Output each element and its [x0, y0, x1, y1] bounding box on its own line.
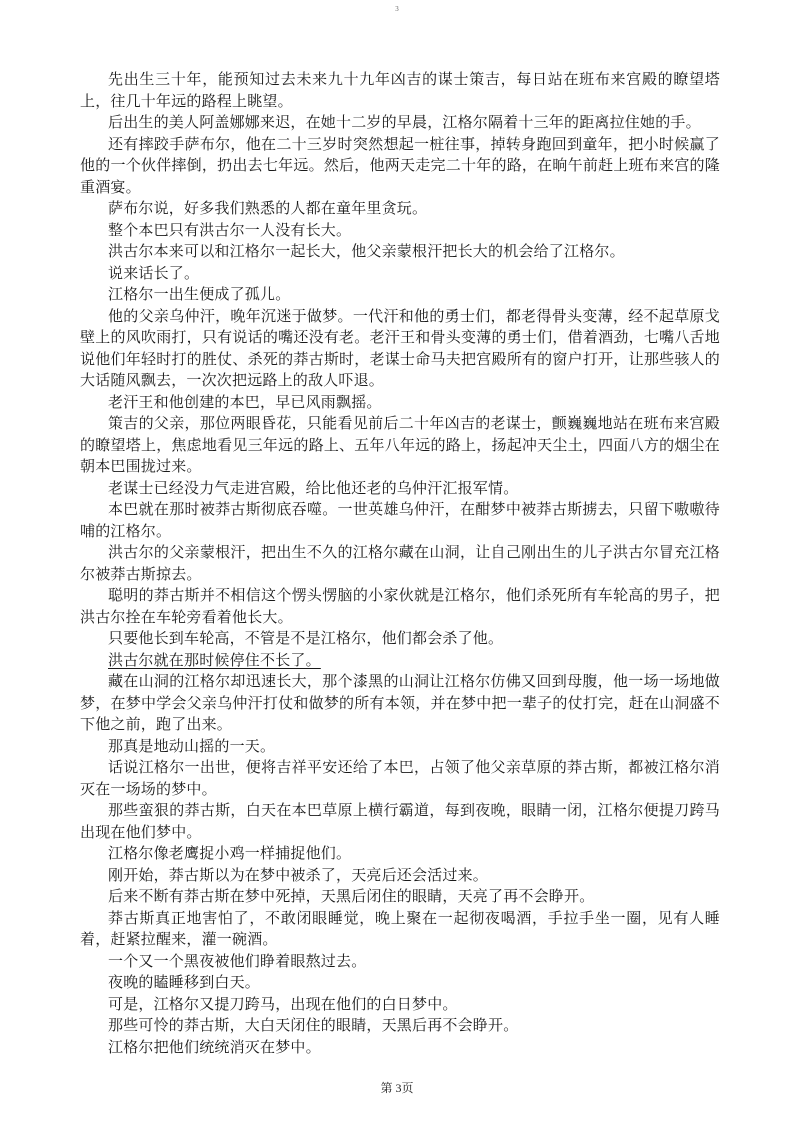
paragraph: 话说江格尔一出世，便将吉祥平安还给了本巴，占领了他父亲草原的莽古斯，都被江格尔消灭在一场场的梦中。	[80, 758, 720, 798]
paragraph: 先出生三十年，能预知过去未来九十九年凶吉的谋士策吉，每日站在班布来宫殿的瞭望塔上，往几十年远的路程上眺望。	[80, 70, 720, 110]
paragraph: 整个本巴只有洪古尔一人没有长大。	[108, 220, 352, 239]
paragraph: 老汗王和他创建的本巴，早已风雨飘摇。	[108, 392, 382, 411]
paragraph: 藏在山洞的江格尔却迅速长大，那个漆黑的山洞让江格尔仿佛又回到母腹，他一场一场地做梦，在梦中学会父亲乌仲汗打仗和做梦的所有本领，并在梦中把一辈子的仗打完，赶在山洞盛不下他之前，跑了出来。	[80, 672, 720, 733]
paragraph: 后来不断有莽古斯在梦中死掉，天黑后闭住的眼睛，天亮了再不会睁开。	[108, 887, 595, 905]
underlined-paragraph	[80, 650, 720, 672]
paragraph: 说来话长了。	[108, 263, 200, 282]
paragraph: 江格尔像老鹰捉小鸡一样捕捉他们。	[108, 844, 352, 862]
paragraph: 莽古斯真正地害怕了，不敢闭眼睡觉，晚上聚在一起彻夜喝酒，手拉手坐一圈，见有人睡着，赶紧拉醒来，灌一碗酒。	[80, 908, 720, 948]
underlined-text: 洪古尔就在那时候停住不长了。	[108, 650, 321, 669]
paragraph: 那真是地动山摇的一天。	[108, 736, 276, 755]
paragraph: 聪明的莽古斯并不相信这个愣头愣脑的小家伙就是江格尔，他们杀死所有车轮高的男子，把洪古尔拴在车轮旁看着他长大。	[80, 586, 720, 626]
page-number-footer: 第 3页	[380, 1081, 414, 1095]
paragraph: 洪古尔的父亲蒙根汗，把出生不久的江格尔藏在山洞，让自己刚出生的儿子洪古尔冒充江格尔被莽古斯掠去。	[80, 543, 720, 583]
paragraph: 一个又一个黑夜被他们睁着眼熬过去。	[108, 951, 367, 970]
page-top-marker: 3	[395, 5, 399, 13]
paragraph: 江格尔一出生便成了孤儿。	[108, 285, 291, 303]
paragraph: 他的父亲乌仲汗，晚年沉迷于做梦。一代汗和他的勇士们，都老得骨头变薄，经不起草原戈壁上的风吹雨打，只有说话的嘴还没有老。老汗王和骨头变薄的勇士们，借着酒劲，七嘴八舌地说他们年轻时打的胜仗、杀死的莽古斯时，老谋士命马夫把宫殿所有的窗户打开，让那些骇人的大话随风飘去，一次次把远路上的敌人吓退。	[80, 306, 720, 389]
paragraph: 萨布尔说，好多我们熟悉的人都在童年里贪玩。	[108, 199, 428, 217]
paragraph: 江格尔把他们统统消灭在梦中。	[108, 1037, 321, 1056]
paragraph: 老谋士已经没力气走进宫殿，给比他还老的乌仲汗汇报军情。	[108, 478, 519, 497]
paragraph: 洪古尔本来可以和江格尔一起长大，他父亲蒙根汗把长大的机会给了江格尔。	[108, 242, 625, 260]
paragraph: 那些可怜的莽古斯，大白天闭住的眼睛，天黑后再不会睁开。	[108, 1016, 519, 1034]
paragraph: 只要他长到车轮高，不管是不是江格尔，他们都会杀了他。	[108, 629, 504, 647]
paragraph: 刚开始，莽古斯以为在梦中被杀了，天亮后还会活过来。	[108, 865, 489, 884]
paragraph: 那些蛮狠的莽古斯，白天在本巴草原上横行霸道，每到夜晚，眼睛一闭，江格尔便提刀跨马出现在他们梦中。	[80, 801, 720, 841]
paragraph: 还有摔跤手萨布尔，他在二十三岁时突然想起一桩往事，掉转身跑回到童年，把小时候赢了他的一个伙伴摔倒，扔出去七年远。然后，他两天走完二十年的路，在晌午前赶上班布来宫的隆重酒宴。	[80, 134, 720, 196]
document-body	[80, 69, 720, 1058]
paragraph: 策吉的父亲，那位两眼昏花，只能看见前后二十年凶吉的老谋士，颤巍巍地站在班布来宫殿的瞭望塔上，焦虑地看见三年远的路上、五年八年远的路上，扬起冲天尘土，四面八方的烟尘在朝本巴围拢过来。	[80, 414, 720, 475]
paragraph: 可是，江格尔又提刀跨马，出现在他们的白日梦中。	[108, 994, 458, 1013]
paragraph: 本巴就在那时被莽古斯彻底吞噬。一世英雄乌仲汗，在酣梦中被莽古斯掳去，只留下嗷嗷待哺的江格尔。	[80, 500, 720, 540]
paragraph: 夜晚的瞌睡移到白天。	[108, 973, 261, 991]
paragraph: 后出生的美人阿盖娜娜来迟，在她十二岁的早晨，江格尔隔着十三年的距离拉住她的手。	[108, 113, 701, 131]
